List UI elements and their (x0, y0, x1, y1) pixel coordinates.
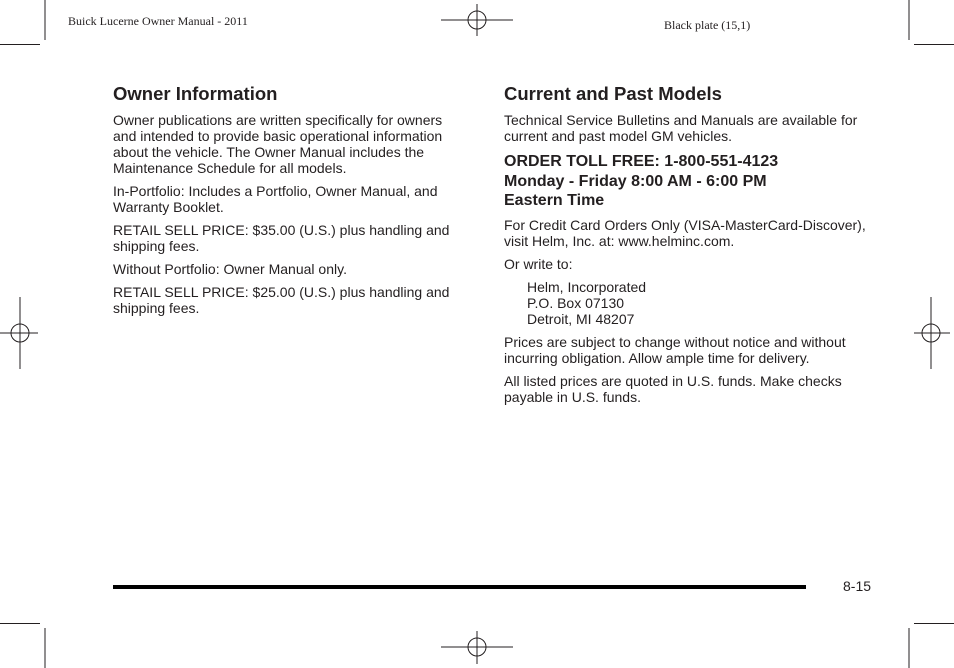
paragraph: Or write to: (504, 255, 573, 272)
print-header-left: Buick Lucerne Owner Manual - 2011 (68, 14, 248, 28)
order-line: Eastern Time (504, 192, 605, 209)
address-line: Detroit, MI 48207 (527, 310, 635, 327)
paragraph: Without Portfolio: Owner Manual only. (113, 261, 347, 277)
registration-mark-left (0, 297, 38, 369)
address-line: Helm, Incorporated (527, 278, 647, 295)
paragraph: Prices are subject to change without notice and without incurring obligation. Allow ample time for delivery. (504, 333, 846, 366)
paragraph: In-Portfolio: Includes a Portfolio, Owner Manual, and Warranty Booklet. (113, 183, 438, 215)
order-line: Monday - Friday 8:00 AM - 6:00 PM (504, 172, 767, 190)
paragraph: Owner publications are written specifically for owners and intended to provide basic operational information about the vehicle. The Owner Manual includes the Maintenance Schedule for all models. (113, 112, 443, 176)
order-line: ORDER TOLL FREE: 1-800-551-4123 (504, 153, 779, 170)
print-header-right: Black plate (15,1) (664, 18, 751, 32)
owner-information-section (113, 82, 468, 323)
paragraph: For Credit Card Orders Only (VISA-MasterCard-Discover), visit Helm, Inc. at: www.helminc.com. (504, 216, 866, 249)
registration-mark-top (441, 4, 513, 36)
paragraph: RETAIL SELL PRICE: $35.00 (U.S.) plus handling and shipping fees. (113, 222, 450, 254)
mailing-address (527, 279, 869, 327)
current-past-models-section (504, 82, 869, 412)
registration-mark-bottom (441, 631, 513, 664)
section-title: Owner Information (113, 83, 278, 104)
order-toll-free-block (504, 152, 869, 211)
page-number: 8-15 (843, 578, 872, 594)
address-line: P.O. Box 07130 (527, 294, 625, 311)
paragraph: Technical Service Bulletins and Manuals are available for current and past model GM vehicles. (504, 112, 858, 144)
footer-rule (113, 585, 806, 589)
paragraph: RETAIL SELL PRICE: $25.00 (U.S.) plus handling and shipping fees. (113, 284, 450, 316)
paragraph: All listed prices are quoted in U.S. funds. Make checks payable in U.S. funds. (504, 372, 842, 405)
registration-mark-right (914, 297, 950, 369)
section-title: Current and Past Models (504, 83, 722, 104)
